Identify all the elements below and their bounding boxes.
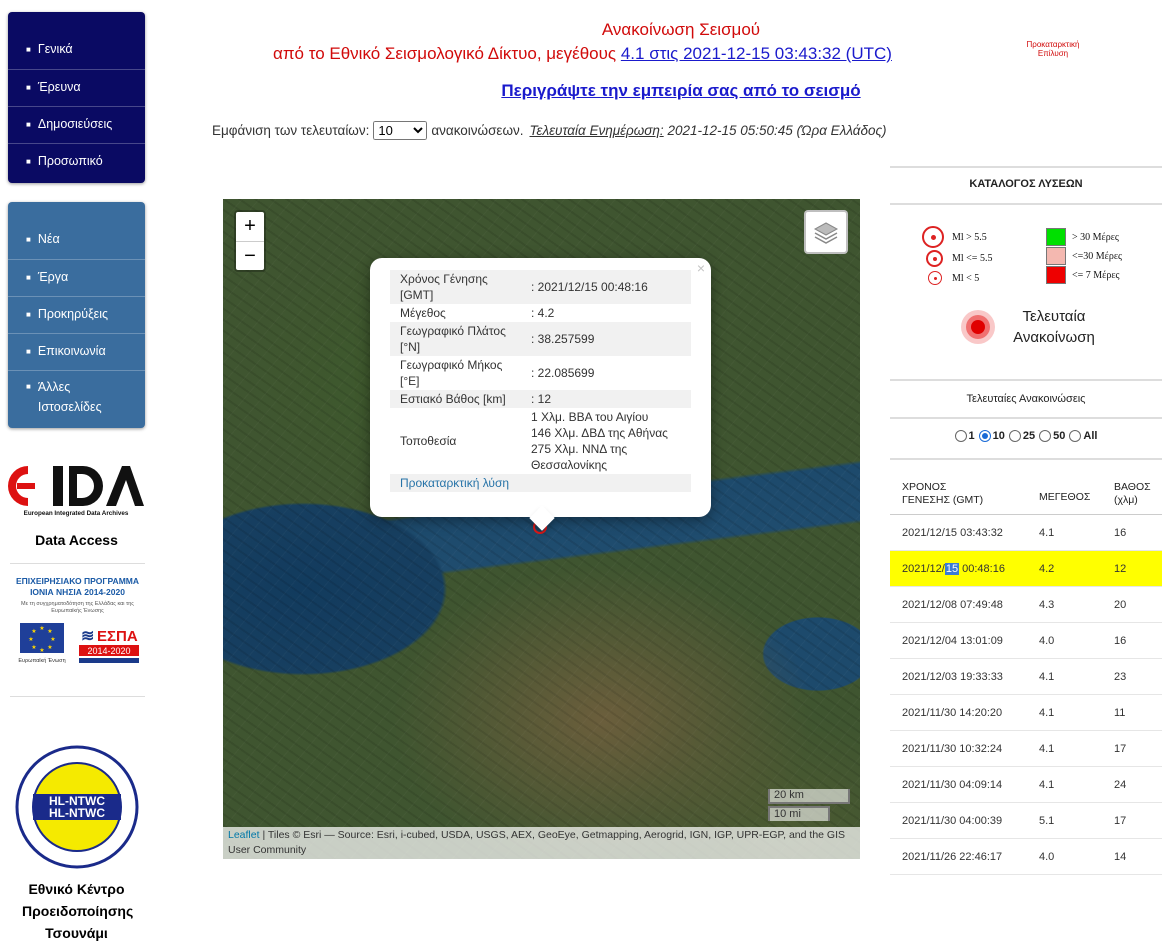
svg-text:European Integrated Data Archi: European Integrated Data Archives <box>23 510 129 517</box>
nav-item-news[interactable]: ■ Νέα <box>26 232 60 246</box>
table-row-selected[interactable]: 2021/12/15 00:48:16 4.2 12 <box>890 551 1162 587</box>
bullet-icon: ■ <box>26 120 31 129</box>
layers-button[interactable] <box>804 210 848 254</box>
svg-text:HL-NTWC: HL-NTWC <box>49 794 105 808</box>
preliminary-tag: Προκαταρκτική Επίλυση <box>1026 40 1080 58</box>
divider <box>890 458 1162 460</box>
popup-row: Εστιακό Βάθος [km] : 12 <box>390 390 691 408</box>
preliminary-solution-link[interactable]: Προκαταρκτική λύση <box>400 476 510 490</box>
table-row[interactable]: 2021/12/15 03:43:32 4.1 16 <box>890 515 1162 551</box>
table-row[interactable]: 2021/11/30 10:32:24 4.1 17 <box>890 731 1162 767</box>
divider <box>890 417 1162 419</box>
show-count-select[interactable] <box>373 121 427 140</box>
catalog-title: ΚΑΤΑΛΟΓΟΣ ΛΥΣΕΩΝ <box>969 178 1083 190</box>
svg-text:★: ★ <box>31 628 37 635</box>
earthquake-map[interactable] <box>223 199 860 859</box>
popup-close-button[interactable]: × <box>696 260 705 276</box>
svg-text:★: ★ <box>47 628 53 635</box>
svg-text:Ευρωπαϊκή Ένωση: Ευρωπαϊκή Ένωση <box>18 658 66 664</box>
map-attribution: Leaflet | Tiles © Esri — Source: Esri, i-cubed, USDA, USGS, AEX, GeoEye, Getmapping, Aerogrid, IGN, IGP, UPR-EGP, and the GIS User Community <box>223 827 860 859</box>
red-swatch <box>1046 266 1066 284</box>
nav-item-announcements[interactable]: ■ Προκηρύξεις <box>8 296 145 333</box>
popup-row: Γεωγραφικό Μήκος [°E] : 22.085699 <box>400 358 595 388</box>
radio-icon <box>1039 430 1051 442</box>
legend-mag-small: Ml < 5 <box>928 271 979 285</box>
nav-item-staff[interactable]: ■ Προσωπικό <box>8 143 145 180</box>
espa-banner[interactable]: ΕΠΙΧΕΙΡΗΣΙΑΚΟ ΠΡΟΓΡΑΜΜΑ ΙΟΝΙΑ ΝΗΣΙΑ 2014-2020 Με τη συγχρηματοδότηση της Ελλάδας και της Ευρωπαϊκής Ένωσης ★ ★ ★ ★ ★ ★ ★ ★ Ευρωπαϊκή Ένωση ≋ ΕΣΠΑ 2014-2020 <box>10 576 145 673</box>
popup-row: Χρόνος Γένησης [GMT] : 2021/12/15 00:48:16 <box>390 270 691 304</box>
recent-title: Τελευταίες Ανακοινώσεις <box>966 393 1086 405</box>
zoom-in-button[interactable]: + <box>244 215 256 237</box>
svg-text:HL-NTWC: HL-NTWC <box>49 806 105 820</box>
table-row[interactable]: 2021/11/30 04:00:39 5.1 17 <box>890 803 1162 839</box>
bullet-icon: ■ <box>26 83 31 92</box>
leaflet-link[interactable]: Leaflet <box>228 829 260 841</box>
svg-text:2014-2020: 2014-2020 <box>87 646 131 656</box>
divider <box>890 379 1162 381</box>
data-access-label[interactable]: Data Access <box>35 532 118 548</box>
bullet-icon: ■ <box>26 157 31 166</box>
svg-text:★: ★ <box>31 644 37 651</box>
nav-item-contact[interactable]: ■ Επικοινωνία <box>8 333 145 370</box>
event-popup <box>370 258 711 517</box>
popup-row: Τοποθεσία 1 Χλμ. ΒΒΑ του Αιγίου 146 Χλμ. ΔΒΔ της Αθήνας 275 Χλμ. ΝΝΔ της Θεσσαλονίκης <box>400 410 668 472</box>
nav-item-projects[interactable]: ■ Έργα <box>8 259 145 296</box>
recent-count-options <box>890 430 1162 442</box>
legend-last-announcement: Τελευταία Ανακοίνωση <box>960 306 1104 348</box>
map-scale: 20 km 10 mi <box>768 789 850 821</box>
svg-text:≋: ≋ <box>81 628 95 645</box>
eida-logo[interactable] <box>8 462 144 518</box>
legend-mag-large: Ml > 5.5 <box>922 226 987 248</box>
event-link[interactable]: 4.1 στις 2021-12-15 03:43:32 (UTC) <box>620 44 892 63</box>
radio-option-1[interactable]: 1 <box>955 430 975 442</box>
table-row[interactable]: 2021/11/26 22:46:17 4.0 14 <box>890 839 1162 875</box>
radio-option-50[interactable]: 50 <box>1039 430 1065 442</box>
table-row[interactable]: 2021/12/03 19:33:33 4.1 23 <box>890 659 1162 695</box>
svg-text:★: ★ <box>28 636 34 643</box>
svg-text:★: ★ <box>39 647 45 654</box>
radio-icon <box>1009 430 1021 442</box>
legend-age-month: <=30 Μέρες <box>1046 247 1122 265</box>
svg-text:★: ★ <box>47 644 53 651</box>
sidebar-divider <box>10 696 145 697</box>
bullet-icon: ■ <box>26 235 31 244</box>
green-swatch <box>1046 228 1066 246</box>
table-row[interactable]: 2021/11/30 14:20:20 4.1 11 <box>890 695 1162 731</box>
bullet-icon: ■ <box>26 273 31 282</box>
nav-item-research[interactable]: ■ Έρευνα <box>8 69 145 106</box>
legend-age-old: > 30 Μέρες <box>1046 228 1119 246</box>
describe-experience <box>210 81 1152 101</box>
hlntwc-logo[interactable] <box>15 745 139 869</box>
bullet-icon: ■ <box>26 382 31 391</box>
radio-option-10[interactable]: 10 <box>979 430 1005 442</box>
bullet-icon: ■ <box>26 45 31 54</box>
tsunami-center-label[interactable]: Εθνικό Κέντρο Προειδοποίησης Τσουνάμι <box>22 881 134 941</box>
small-quake-icon <box>928 271 942 285</box>
radio-option-all[interactable]: All <box>1069 430 1097 442</box>
last-announcement-icon <box>960 309 996 345</box>
nav-item-publications[interactable]: ■ Δημοσιεύσεις <box>8 106 145 143</box>
svg-text:ΕΣΠΑ: ΕΣΠΑ <box>97 628 138 645</box>
table-row[interactable]: 2021/11/30 04:09:14 4.1 24 <box>890 767 1162 803</box>
legend-age-week: <= 7 Μέρες <box>1046 266 1120 284</box>
table-row[interactable]: 2021/12/04 13:01:09 4.0 16 <box>890 623 1162 659</box>
popup-row: Μέγεθος : 4.2 <box>400 306 555 320</box>
espa-logo <box>75 621 141 673</box>
page-subtitle: από το Εθνικό Σεισμολογικό Δίκτυο, μεγέθους 4.1 στις 2021-12-15 03:43:32 (UTC) <box>273 44 892 63</box>
page-title: Ανακοίνωση Σεισμού <box>601 20 761 39</box>
radio-icon <box>1069 430 1081 442</box>
popup-table <box>390 270 691 492</box>
table-header: ΧΡΟΝΟΣ ΓΕΝΕΣΗΣ (GMT) ΜΕΓΕΘΟΣ ΒΑΘΟΣ (χλμ) <box>890 470 1162 515</box>
secondary-nav <box>8 202 145 428</box>
nav-item-general[interactable]: ■ Γενικά <box>26 42 73 56</box>
zoom-out-button[interactable]: − <box>236 241 264 270</box>
popup-row: Γεωγραφικό Πλάτος [°N] : 38.257599 <box>390 322 691 356</box>
radio-checked-icon <box>979 430 991 442</box>
events-table <box>890 470 1162 875</box>
sidebar-divider <box>10 563 145 564</box>
svg-text:★: ★ <box>39 625 45 632</box>
layers-icon <box>813 219 839 245</box>
radio-icon <box>955 430 967 442</box>
legend <box>890 222 1162 352</box>
popup-row <box>390 474 691 492</box>
medium-quake-icon <box>926 250 943 267</box>
bullet-icon: ■ <box>26 347 31 356</box>
svg-text:★: ★ <box>50 636 56 643</box>
large-quake-icon <box>922 226 944 248</box>
show-count-line: Εμφάνιση των τελευταίων: 10 ανακοινώσεων. Τελευταία Ενημέρωση: 2021-12-15 05:50:45 (Ώρα Ελλάδος) <box>212 121 887 140</box>
zoom-control <box>234 210 266 272</box>
divider <box>890 203 1162 205</box>
bullet-icon: ■ <box>26 310 31 319</box>
nav-item-other-sites[interactable]: ■ Άλλες Ιστοσελίδες <box>8 370 145 426</box>
eu-flag-icon <box>14 621 70 673</box>
primary-nav <box>8 12 145 183</box>
divider <box>890 166 1162 168</box>
legend-mag-medium: Ml <= 5.5 <box>926 250 992 267</box>
table-row[interactable]: 2021/12/08 07:49:48 4.3 20 <box>890 587 1162 623</box>
pink-swatch <box>1046 247 1066 265</box>
radio-option-25[interactable]: 25 <box>1009 430 1035 442</box>
describe-experience-link[interactable]: Περιγράψτε την εμπειρία σας από το σεισμό <box>501 81 861 100</box>
